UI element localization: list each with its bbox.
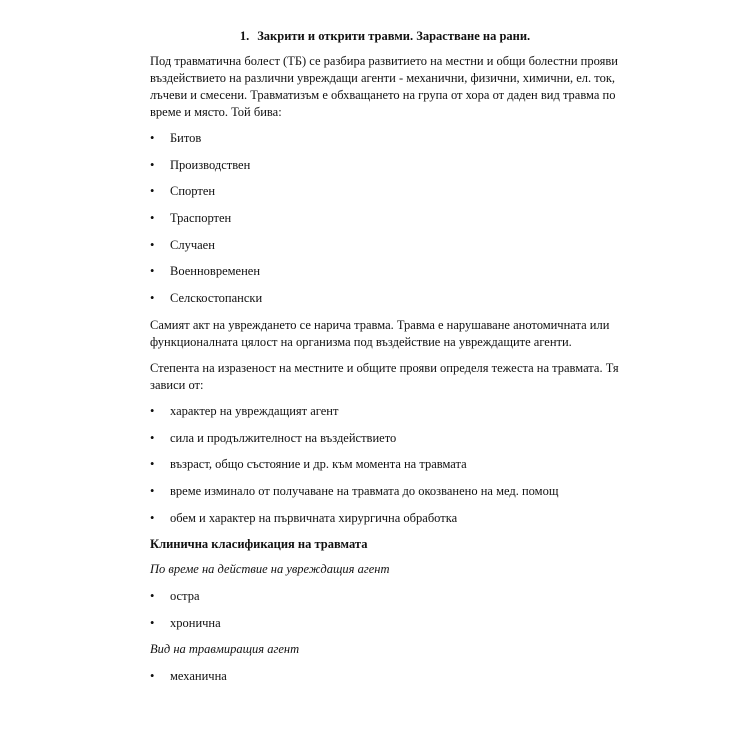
bullet-icon: • xyxy=(150,669,155,683)
list-item xyxy=(150,130,620,147)
severity-factors-list xyxy=(150,403,620,527)
list-item xyxy=(150,588,620,605)
bullet-icon: • xyxy=(150,483,155,498)
list-item-text: Производствен xyxy=(170,157,251,172)
list-item xyxy=(150,157,620,174)
list-item-text: Случаен xyxy=(170,237,215,252)
list-item-text: остра xyxy=(170,588,200,603)
trauma-definition-paragraph: Самият акт на увреждането се нарича травма. Травма е нарушаване анотомичната или функционалната цялост на организма под въздействие на увреждащите агенти. xyxy=(150,317,610,349)
by-agent-heading: Вид на травмиращия агент xyxy=(150,642,300,657)
by-agent-list xyxy=(150,668,620,685)
bullet-icon: • xyxy=(150,291,155,306)
bullet-icon: • xyxy=(150,615,155,630)
by-time-heading: По време на действие на увреждащия агент xyxy=(150,562,390,577)
bullet-icon: • xyxy=(150,403,155,418)
list-item-text: време изминало от получаване на травмата до окозванено на мед. помощ xyxy=(170,483,559,498)
list-item xyxy=(150,456,620,473)
bullet-icon: • xyxy=(150,184,155,199)
intro-paragraph: Под травматична болест (ТБ) се разбира развитието на местни и общи болестни прояви въздействието на различни увреждащи агенти - механични, физични, химични, ел. ток, лъчеви и смесени. Травматизъм е обхващането на група от хора от даден вид травма по време и място. Той бива: xyxy=(150,54,618,119)
bullet-icon: • xyxy=(150,131,155,145)
bullet-icon: • xyxy=(150,264,155,279)
list-item-text: обем и характер на първичната хирургична обработка xyxy=(170,510,458,525)
bullet-icon: • xyxy=(150,510,155,525)
list-item xyxy=(150,615,620,632)
list-item-text: Битов xyxy=(170,131,202,145)
bullet-icon: • xyxy=(150,430,155,445)
by-time-list xyxy=(150,588,620,632)
list-item xyxy=(150,290,620,307)
page-title xyxy=(150,28,620,45)
severity-paragraph: Степента на изразеност на местните и общите прояви определя тежеста на травмата. Тя зависи от: xyxy=(150,360,619,392)
list-item xyxy=(150,263,620,280)
list-item xyxy=(150,237,620,254)
list-item-text: Траспортен xyxy=(170,211,232,226)
list-item xyxy=(150,183,620,200)
bullet-icon: • xyxy=(150,211,155,226)
list-item-text: Селскостопански xyxy=(170,291,263,306)
list-item-text: Военновременен xyxy=(170,264,261,279)
heading-number: 1. xyxy=(239,29,250,43)
list-item-text: сила и продължителност на въздействието xyxy=(170,430,397,445)
list-item xyxy=(150,210,620,227)
list-item-text: характер на увреждащият агент xyxy=(170,403,339,418)
list-item-text: възраст, общо състояние и др. към момента на травмата xyxy=(170,457,467,472)
list-item xyxy=(150,510,620,527)
list-item xyxy=(150,668,620,685)
classification-heading: Клинична класификация на травмата xyxy=(150,537,368,552)
bullet-icon: • xyxy=(150,588,155,603)
heading-text: Закрити и открити травми. Зарастване на рани. xyxy=(257,29,531,43)
list-item xyxy=(150,483,620,500)
list-item-text: Спортен xyxy=(170,184,216,199)
document-content xyxy=(150,28,620,695)
list-item xyxy=(150,403,620,420)
trauma-types-list xyxy=(150,130,620,307)
list-item-text: хронична xyxy=(170,615,221,630)
bullet-icon: • xyxy=(150,237,155,252)
list-item xyxy=(150,430,620,447)
bullet-icon: • xyxy=(150,157,155,172)
list-item-text: механична xyxy=(170,669,227,683)
bullet-icon: • xyxy=(150,457,155,472)
